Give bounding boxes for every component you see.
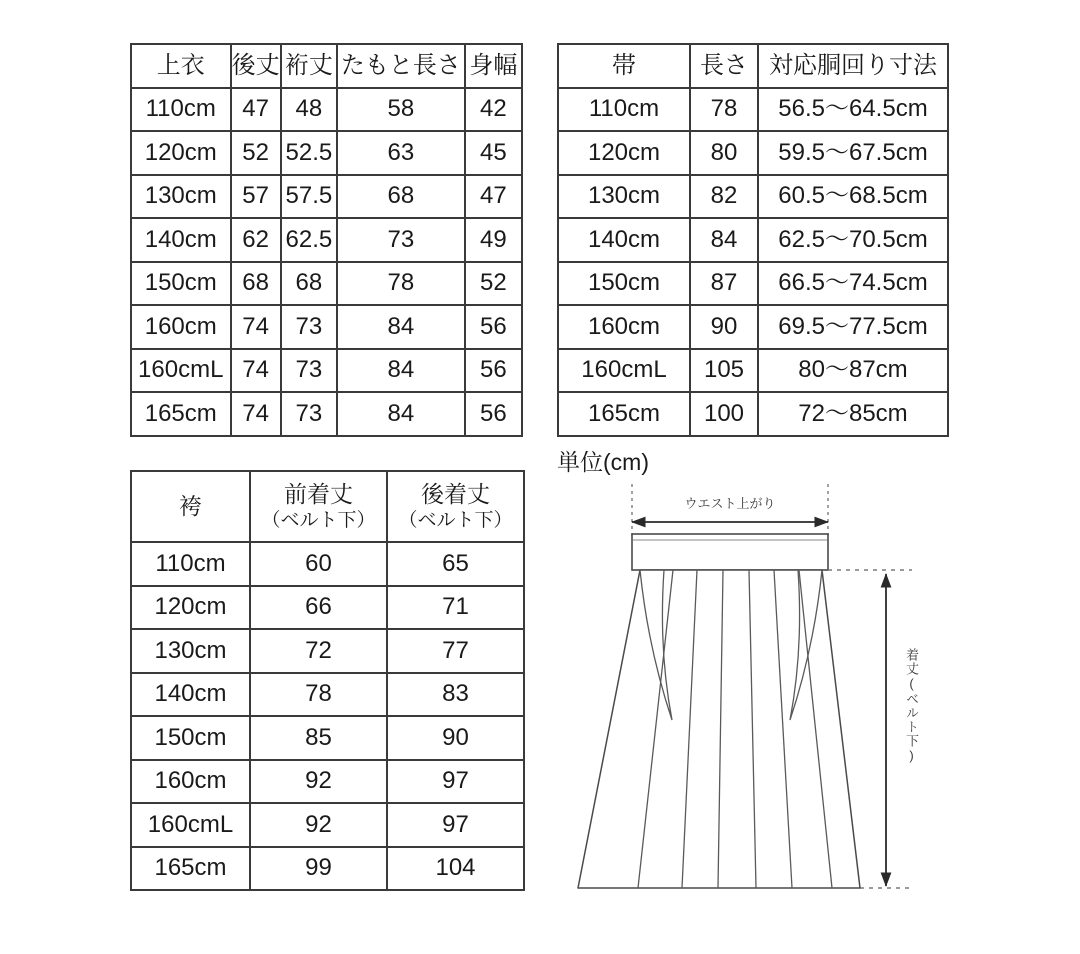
- cell-size: 110cm: [131, 88, 231, 132]
- jacket-header-back: 後丈: [231, 44, 281, 88]
- cell-size: 130cm: [558, 175, 690, 219]
- jacket-size-table: [130, 43, 523, 437]
- cell-size: 165cm: [131, 392, 231, 436]
- cell-size: 160cm: [558, 305, 690, 349]
- jacket-header-size: 上衣: [131, 44, 231, 88]
- cell-length: 105: [690, 349, 758, 393]
- unit-caption: 単位(cm): [557, 449, 649, 475]
- cell-sleeve: 62.5: [281, 218, 337, 262]
- cell-back: 74: [231, 305, 281, 349]
- table-row: [131, 847, 524, 891]
- cell-waist: 66.5〜74.5cm: [758, 262, 948, 306]
- cell-front-length: 92: [250, 803, 387, 847]
- table-row: [558, 349, 948, 393]
- cell-back-length: 97: [387, 760, 524, 804]
- hakama-measurement-diagram: [560, 478, 990, 908]
- cell-tamoto: 58: [337, 88, 465, 132]
- cell-tamoto: 84: [337, 349, 465, 393]
- cell-size: 110cm: [131, 542, 250, 586]
- cell-sleeve: 52.5: [281, 131, 337, 175]
- cell-size: 120cm: [558, 131, 690, 175]
- obi-header-length: 長さ: [690, 44, 758, 88]
- cell-waist: 60.5〜68.5cm: [758, 175, 948, 219]
- obi-size-table: [557, 43, 949, 437]
- jacket-header-sleeve: 裄丈: [281, 44, 337, 88]
- cell-length: 82: [690, 175, 758, 219]
- cell-tamoto: 84: [337, 305, 465, 349]
- jacket-table-header: [131, 44, 522, 88]
- cell-back-length: 83: [387, 673, 524, 717]
- cell-front-length: 66: [250, 586, 387, 630]
- table-row: [558, 88, 948, 132]
- cell-back-length: 104: [387, 847, 524, 891]
- table-row: [131, 305, 522, 349]
- cell-size: 150cm: [558, 262, 690, 306]
- hakama-table-header: [131, 471, 524, 542]
- table-row: [131, 673, 524, 717]
- cell-length: 84: [690, 218, 758, 262]
- table-row: [131, 175, 522, 219]
- table-row: [558, 262, 948, 306]
- cell-back: 57: [231, 175, 281, 219]
- table-header-row: [131, 44, 522, 88]
- hakama-size-table: [130, 470, 525, 891]
- cell-width: 56: [465, 349, 522, 393]
- cell-size: 160cmL: [131, 349, 231, 393]
- cell-waist: 56.5〜64.5cm: [758, 88, 948, 132]
- table-row: [558, 131, 948, 175]
- cell-tamoto: 63: [337, 131, 465, 175]
- cell-sleeve: 73: [281, 392, 337, 436]
- cell-front-length: 99: [250, 847, 387, 891]
- cell-tamoto: 68: [337, 175, 465, 219]
- cell-width: 56: [465, 305, 522, 349]
- table-row: [558, 305, 948, 349]
- cell-size: 130cm: [131, 175, 231, 219]
- cell-front-length: 72: [250, 629, 387, 673]
- cell-waist: 69.5〜77.5cm: [758, 305, 948, 349]
- table-row: [131, 716, 524, 760]
- table-row: [131, 218, 522, 262]
- length-dimension-label: 着丈(ベルト下): [904, 648, 919, 764]
- waist-dimension-label: ウエスト上がり: [684, 496, 776, 511]
- cell-sleeve: 73: [281, 349, 337, 393]
- cell-size: 160cm: [131, 305, 231, 349]
- cell-size: 140cm: [558, 218, 690, 262]
- table-row: [131, 586, 524, 630]
- table-row: [131, 131, 522, 175]
- cell-size: 140cm: [131, 673, 250, 717]
- cell-size: 140cm: [131, 218, 231, 262]
- cell-size: 120cm: [131, 586, 250, 630]
- cell-size: 165cm: [558, 392, 690, 436]
- table-row: [131, 542, 524, 586]
- cell-width: 56: [465, 392, 522, 436]
- cell-front-length: 85: [250, 716, 387, 760]
- cell-width: 47: [465, 175, 522, 219]
- cell-back-length: 97: [387, 803, 524, 847]
- table-row: [131, 262, 522, 306]
- cell-size: 150cm: [131, 716, 250, 760]
- cell-tamoto: 78: [337, 262, 465, 306]
- header-sub-text: （ベルト下）: [398, 509, 513, 531]
- table-row: [131, 392, 522, 436]
- header-main-text: 後着丈: [421, 481, 490, 508]
- cell-front-length: 92: [250, 760, 387, 804]
- table-header-row: [558, 44, 948, 88]
- cell-size: 150cm: [131, 262, 231, 306]
- cell-sleeve: 57.5: [281, 175, 337, 219]
- cell-back-length: 77: [387, 629, 524, 673]
- hakama-header-size: [131, 471, 250, 542]
- cell-length: 90: [690, 305, 758, 349]
- cell-waist: 59.5〜67.5cm: [758, 131, 948, 175]
- cell-waist: 72〜85cm: [758, 392, 948, 436]
- table-row: [131, 349, 522, 393]
- cell-size: 120cm: [131, 131, 231, 175]
- cell-back-length: 90: [387, 716, 524, 760]
- cell-back: 52: [231, 131, 281, 175]
- table-row: [558, 392, 948, 436]
- table-row: [558, 175, 948, 219]
- cell-width: 52: [465, 262, 522, 306]
- cell-back: 68: [231, 262, 281, 306]
- cell-back-length: 71: [387, 586, 524, 630]
- table-row: [131, 629, 524, 673]
- hakama-header-back-length: [387, 471, 524, 542]
- cell-width: 49: [465, 218, 522, 262]
- cell-sleeve: 73: [281, 305, 337, 349]
- cell-size: 165cm: [131, 847, 250, 891]
- jacket-table-body: [131, 88, 522, 436]
- cell-tamoto: 84: [337, 392, 465, 436]
- obi-header-size: 帯: [558, 44, 690, 88]
- header-main-text: 前着丈: [284, 481, 353, 508]
- cell-size: 160cmL: [558, 349, 690, 393]
- table-row: [131, 88, 522, 132]
- cell-width: 45: [465, 131, 522, 175]
- cell-sleeve: 68: [281, 262, 337, 306]
- cell-back: 47: [231, 88, 281, 132]
- table-row: [131, 803, 524, 847]
- header-main-text: 袴: [179, 493, 202, 520]
- cell-front-length: 78: [250, 673, 387, 717]
- table-row: [131, 760, 524, 804]
- cell-waist: 62.5〜70.5cm: [758, 218, 948, 262]
- cell-tamoto: 73: [337, 218, 465, 262]
- cell-size: 110cm: [558, 88, 690, 132]
- cell-length: 80: [690, 131, 758, 175]
- jacket-header-tamoto: たもと長さ: [337, 44, 465, 88]
- cell-length: 100: [690, 392, 758, 436]
- cell-width: 42: [465, 88, 522, 132]
- cell-waist: 80〜87cm: [758, 349, 948, 393]
- jacket-header-width: 身幅: [465, 44, 522, 88]
- obi-header-waist: 対応胴回り寸法: [758, 44, 948, 88]
- belt-band-shape: [632, 534, 828, 570]
- table-header-row: [131, 471, 524, 542]
- cell-length: 87: [690, 262, 758, 306]
- cell-sleeve: 48: [281, 88, 337, 132]
- cell-front-length: 60: [250, 542, 387, 586]
- obi-table-body: [558, 88, 948, 436]
- hakama-header-front-length: [250, 471, 387, 542]
- header-sub-text: （ベルト下）: [261, 509, 376, 531]
- table-row: [558, 218, 948, 262]
- obi-table-header: [558, 44, 948, 88]
- cell-length: 78: [690, 88, 758, 132]
- hakama-table-body: [131, 542, 524, 890]
- cell-size: 130cm: [131, 629, 250, 673]
- cell-size: 160cm: [131, 760, 250, 804]
- cell-back: 62: [231, 218, 281, 262]
- cell-size: 160cmL: [131, 803, 250, 847]
- cell-back: 74: [231, 349, 281, 393]
- cell-back-length: 65: [387, 542, 524, 586]
- cell-back: 74: [231, 392, 281, 436]
